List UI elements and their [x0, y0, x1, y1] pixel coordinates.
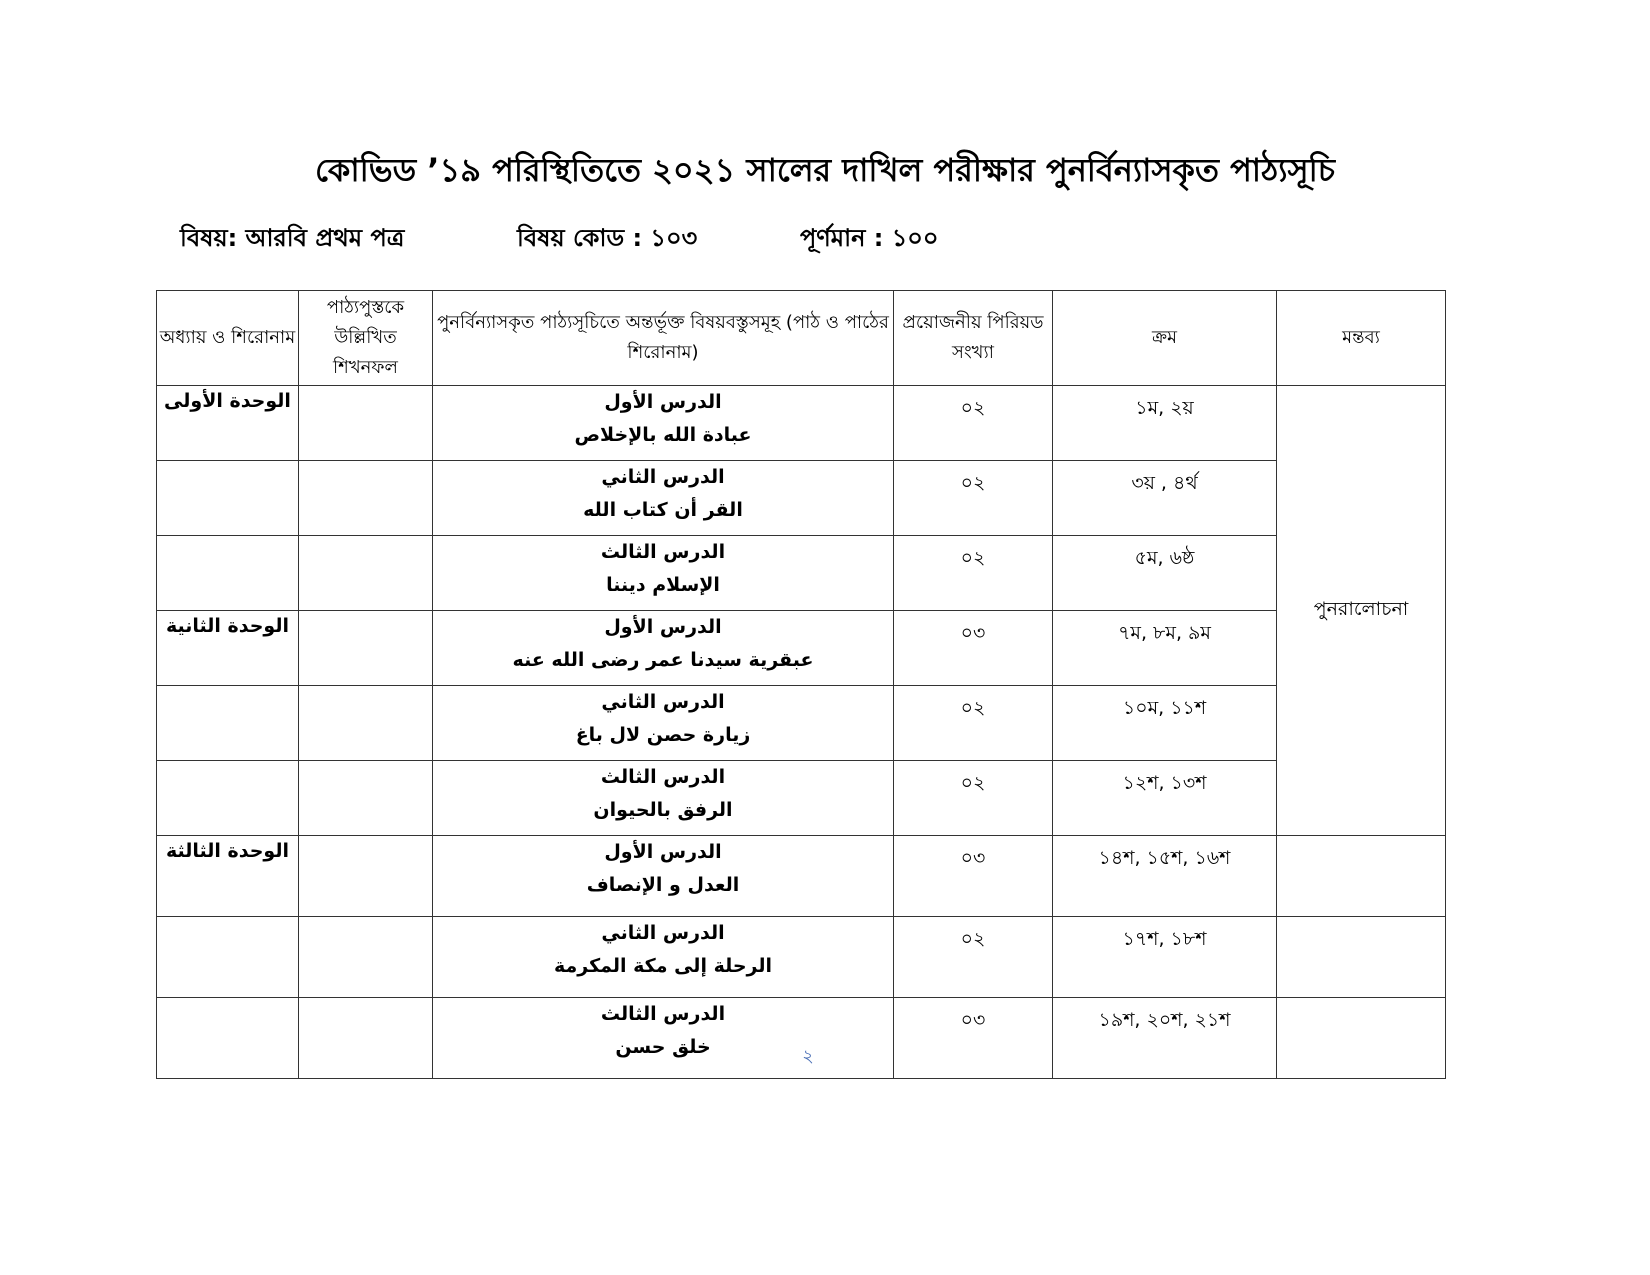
unit-cell [157, 461, 299, 536]
content-cell [433, 686, 894, 761]
unit-cell: الوحدة الثانية [157, 611, 299, 686]
lesson-name: الدرس الثاني [601, 466, 725, 488]
content-cell [433, 461, 894, 536]
remarks-cell: পুনরালোচনা [1277, 386, 1446, 836]
order-cell: ১ম, ২য় [1053, 386, 1277, 461]
unit-cell [157, 761, 299, 836]
unit-cell [157, 536, 299, 611]
header-periods: প্রয়োজনীয় পিরিয়ড সংখ্যা [894, 291, 1053, 386]
subject-code: বিষয় কোড : ১০৩ [517, 224, 698, 252]
lesson-topic: الإسلام ديننا [606, 574, 720, 596]
lesson-topic: الرفق بالحيوان [593, 799, 733, 821]
lesson-topic: القر أن كتاب الله [583, 499, 743, 521]
unit-cell [157, 686, 299, 761]
page-title: কোভিড ’১৯ পরিস্থিতিতে ২০২১ সালের দাখিল পরীক্ষার পুনর্বিন্যাসকৃত পাঠ্যসূচি [314, 151, 1336, 189]
lesson-name: الدرس الثالث [600, 766, 726, 788]
periods-cell: ০৩ [894, 836, 1053, 917]
remarks-cell-empty [1277, 836, 1446, 917]
learning-outcome-cell [299, 836, 433, 917]
lesson-name: الدرس الثالث [600, 1003, 726, 1025]
order-cell: ১৭শ, ১৮শ [1053, 917, 1277, 998]
header-content: পুনর্বিন্যাসকৃত পাঠ্যসূচিতে অন্তর্ভূক্ত বিষয়বস্তুসমূহ (পাঠ ও পাঠের শিরোনাম) [433, 291, 894, 386]
periods-cell: ০৩ [894, 611, 1053, 686]
learning-outcome-cell [299, 461, 433, 536]
table-header-row [157, 291, 1446, 386]
lesson-name: الدرس الثاني [601, 691, 725, 713]
learning-outcome-cell [299, 386, 433, 461]
learning-outcome-cell [299, 917, 433, 998]
table-row [157, 611, 1446, 686]
lesson-topic: خلق حسن [615, 1036, 711, 1058]
lesson-name: الدرس الثالث [600, 541, 726, 563]
subject-label: বিষয়: আরবি প্রথম পত্র [180, 224, 405, 252]
lesson-name: الدرس الأول [604, 616, 722, 638]
learning-outcome-cell [299, 611, 433, 686]
header-chapter: অধ্যায় ও শিরোনাম [157, 291, 299, 386]
periods-cell: ০২ [894, 917, 1053, 998]
table-row [157, 461, 1446, 536]
periods-cell: ০২ [894, 386, 1053, 461]
remarks-cell-empty [1277, 917, 1446, 998]
lesson-topic: عبقرية سيدنا عمر رضى الله عنه [512, 649, 814, 671]
learning-outcome-cell [299, 761, 433, 836]
syllabus-table [156, 290, 1446, 1079]
content-cell [433, 536, 894, 611]
lesson-topic: العدل و الإنصاف [586, 874, 740, 896]
header-learning-outcome: পাঠ্যপুস্তকে উল্লিখিত শিখনফল [299, 291, 433, 386]
lesson-topic: عبادة الله بالإخلاص [574, 424, 752, 446]
content-cell [433, 386, 894, 461]
order-cell: ১২শ, ১৩শ [1053, 761, 1277, 836]
table-row [157, 686, 1446, 761]
header-remarks: মন্তব্য [1277, 291, 1446, 386]
table-row [157, 836, 1446, 917]
order-cell: ১০ম, ১১শ [1053, 686, 1277, 761]
unit-cell: الوحدة الثالثة [157, 836, 299, 917]
content-cell [433, 836, 894, 917]
order-cell: ১৯শ, ২০শ, ২১শ [1053, 998, 1277, 1079]
page-number: ২ [802, 1046, 814, 1067]
periods-cell: ০২ [894, 761, 1053, 836]
unit-cell: الوحدة الأولى [157, 386, 299, 461]
order-cell: ৩য় , ৪র্থ [1053, 461, 1277, 536]
lesson-name: الدرس الأول [604, 391, 722, 413]
lesson-name: الدرس الأول [604, 841, 722, 863]
periods-cell: ০২ [894, 686, 1053, 761]
lesson-topic: الرحلة إلى مكة المكرمة [553, 955, 773, 977]
order-cell: ৭ম, ৮ম, ৯ম [1053, 611, 1277, 686]
header-order: ক্রম [1053, 291, 1277, 386]
table-row [157, 917, 1446, 998]
order-cell: ১৪শ, ১৫শ, ১৬শ [1053, 836, 1277, 917]
lesson-name: الدرس الثاني [601, 922, 725, 944]
order-cell: ৫ম, ৬ষ্ঠ [1053, 536, 1277, 611]
content-cell [433, 611, 894, 686]
periods-cell: ০২ [894, 461, 1053, 536]
table-row [157, 536, 1446, 611]
table-row [157, 386, 1446, 461]
learning-outcome-cell [299, 686, 433, 761]
content-cell [433, 761, 894, 836]
table-row [157, 761, 1446, 836]
periods-cell: ০৩ [894, 998, 1053, 1079]
learning-outcome-cell [299, 536, 433, 611]
lesson-topic: زيارة حصن لال باغ [575, 724, 751, 746]
content-cell [433, 917, 894, 998]
full-marks: পূর্ণমান : ১০০ [800, 224, 939, 252]
periods-cell: ০২ [894, 536, 1053, 611]
unit-cell [157, 917, 299, 998]
